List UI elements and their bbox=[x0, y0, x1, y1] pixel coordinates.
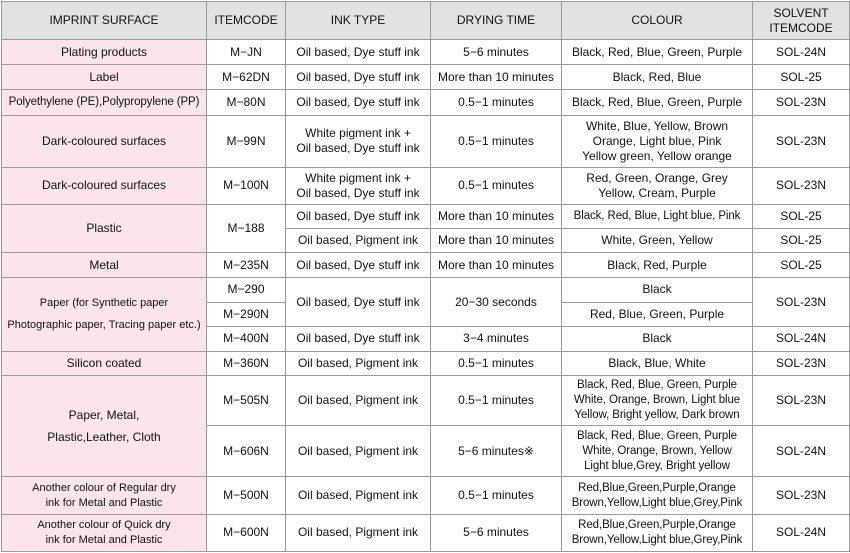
ink-type-cell: White pigment ink + Oil based, Dye stuff ink bbox=[286, 115, 431, 167]
item-code-cell: M−99N bbox=[207, 115, 286, 167]
colour-cell: Black, Red, Purple bbox=[562, 253, 753, 278]
drying-time-cell: 3−4 minutes bbox=[431, 326, 562, 351]
table-header-row bbox=[2, 2, 850, 40]
table-row bbox=[2, 115, 850, 167]
colour-cell: Black bbox=[562, 326, 753, 351]
surface-cell: Label bbox=[2, 65, 207, 90]
header-colour: COLOUR bbox=[562, 2, 753, 40]
header-imprint-surface: IMPRINT SURFACE bbox=[2, 2, 207, 40]
table-row bbox=[2, 205, 850, 229]
item-code-cell: M−188 bbox=[207, 205, 286, 253]
item-code-cell: M−606N bbox=[207, 426, 286, 477]
table-row bbox=[2, 351, 850, 375]
item-code-cell: M−400N bbox=[207, 326, 286, 351]
ink-type-cell: Oil based, Dye stuff ink bbox=[286, 40, 431, 65]
surface-cell: Silicon coated bbox=[2, 351, 207, 375]
surface-cell: Dark-coloured surfaces bbox=[2, 167, 207, 204]
solvent-code-cell: SOL-25 bbox=[753, 65, 850, 90]
ink-type-cell: Oil based, Pigment ink bbox=[286, 351, 431, 375]
drying-time-cell: 5−6 minutes※ bbox=[431, 426, 562, 477]
table-row bbox=[2, 477, 850, 514]
header-ink-type: INK TYPE bbox=[286, 2, 431, 40]
ink-type-cell: Oil based, Dye stuff ink bbox=[286, 278, 431, 326]
ink-type-cell: Oil based, Dye stuff ink bbox=[286, 90, 431, 115]
drying-time-cell: 0.5−1 minutes bbox=[431, 375, 562, 425]
drying-time-cell: More than 10 minutes bbox=[431, 229, 562, 253]
solvent-code-cell: SOL-25 bbox=[753, 253, 850, 278]
solvent-code-cell: SOL-24N bbox=[753, 514, 850, 551]
solvent-code-cell: SOL-23N bbox=[753, 90, 850, 115]
surface-cell: Plastic bbox=[2, 205, 207, 253]
item-code-cell: M−290 bbox=[207, 278, 286, 302]
solvent-code-cell: SOL-23N bbox=[753, 115, 850, 167]
drying-time-cell: More than 10 minutes bbox=[431, 205, 562, 229]
surface-cell: Another colour of Regular dry ink for Metal and Plastic bbox=[2, 477, 207, 514]
ink-type-cell: Oil based, Pigment ink bbox=[286, 514, 431, 551]
colour-cell: Red, Green, Orange, Grey Yellow, Cream, Purple bbox=[562, 167, 753, 204]
solvent-code-cell: SOL-25 bbox=[753, 205, 850, 229]
solvent-code-cell: SOL-23N bbox=[753, 477, 850, 514]
item-code-cell: M−505N bbox=[207, 375, 286, 425]
item-code-cell: M−360N bbox=[207, 351, 286, 375]
solvent-code-cell: SOL-24N bbox=[753, 426, 850, 477]
solvent-code-cell: SOL-24N bbox=[753, 326, 850, 351]
table-row bbox=[2, 40, 850, 65]
colour-cell: Black, Red, Blue, Green, Purple bbox=[562, 90, 753, 115]
ink-type-cell: Oil based, Dye stuff ink bbox=[286, 205, 431, 229]
ink-type-cell: Oil based, Pigment ink bbox=[286, 477, 431, 514]
ink-type-cell: Oil based, Dye stuff ink bbox=[286, 253, 431, 278]
surface-cell: Another colour of Quick dry ink for Metal and Plastic bbox=[2, 514, 207, 551]
header-item-code: ITEMCODE bbox=[207, 2, 286, 40]
ink-type-cell: White pigment ink + Oil based, Dye stuff ink bbox=[286, 167, 431, 204]
table-row bbox=[2, 65, 850, 90]
drying-time-cell: 20−30 seconds bbox=[431, 278, 562, 326]
colour-cell: Black, Red, Blue, Green, Purple White, Orange, Brown, Light blue Yellow, Bright yellow, Dark brown bbox=[562, 375, 753, 425]
drying-time-cell: More than 10 minutes bbox=[431, 65, 562, 90]
drying-time-cell: 0.5−1 minutes bbox=[431, 90, 562, 115]
ink-type-cell: Oil based, Dye stuff ink bbox=[286, 326, 431, 351]
drying-time-cell: 0.5−1 minutes bbox=[431, 351, 562, 375]
solvent-code-cell: SOL-25 bbox=[753, 229, 850, 253]
drying-time-cell: 5−6 minutes bbox=[431, 40, 562, 65]
colour-cell: Red,Blue,Green,Purple,Orange Brown,Yellow,Light blue,Grey,Pink bbox=[562, 514, 753, 551]
table-row bbox=[2, 514, 850, 551]
ink-type-cell: Oil based, Pigment ink bbox=[286, 229, 431, 253]
drying-time-cell: More than 10 minutes bbox=[431, 253, 562, 278]
colour-cell: Black, Red, Blue, Light blue, Pink bbox=[562, 205, 753, 229]
item-code-cell: M−JN bbox=[207, 40, 286, 65]
colour-cell: White, Green, Yellow bbox=[562, 229, 753, 253]
colour-cell: Black, Red, Blue, Green, Purple bbox=[562, 40, 753, 65]
surface-cell: Polyethylene (PE),Polypropylene (PP) bbox=[2, 90, 207, 115]
surface-cell: Paper (for Synthetic paper Photographic paper, Tracing paper etc.) bbox=[2, 278, 207, 351]
solvent-code-cell: SOL-23N bbox=[753, 351, 850, 375]
colour-cell: White, Blue, Yellow, Brown Orange, Light blue, Pink Yellow green, Yellow orange bbox=[562, 115, 753, 167]
table-row bbox=[2, 90, 850, 115]
solvent-code-cell: SOL-23N bbox=[753, 278, 850, 326]
item-code-cell: M−600N bbox=[207, 514, 286, 551]
colour-cell: Black bbox=[562, 278, 753, 302]
table-row bbox=[2, 278, 850, 302]
item-code-cell: M−100N bbox=[207, 167, 286, 204]
item-code-cell: M−235N bbox=[207, 253, 286, 278]
colour-cell: Black, Red, Blue, Green, Purple White, Orange, Brown, Yellow Light blue,Grey, Bright yellow bbox=[562, 426, 753, 477]
colour-cell: Black, Blue, White bbox=[562, 351, 753, 375]
item-code-cell: M−62DN bbox=[207, 65, 286, 90]
item-code-cell: M−80N bbox=[207, 90, 286, 115]
header-drying-time: DRYING TIME bbox=[431, 2, 562, 40]
item-code-cell: M−290N bbox=[207, 302, 286, 326]
solvent-code-cell: SOL-23N bbox=[753, 375, 850, 425]
table-row bbox=[2, 375, 850, 425]
surface-cell: Paper, Metal, Plastic,Leather, Cloth bbox=[2, 375, 207, 477]
surface-cell: Plating products bbox=[2, 40, 207, 65]
item-code-cell: M−500N bbox=[207, 477, 286, 514]
drying-time-cell: 0.5−1 minutes bbox=[431, 477, 562, 514]
ink-spec-table bbox=[1, 1, 850, 552]
table-row bbox=[2, 253, 850, 278]
surface-cell: Dark-coloured surfaces bbox=[2, 115, 207, 167]
colour-cell: Red,Blue,Green,Purple,Orange Brown,Yellow,Light blue,Grey,Pink bbox=[562, 477, 753, 514]
drying-time-cell: 0.5−1 minutes bbox=[431, 115, 562, 167]
surface-cell: Metal bbox=[2, 253, 207, 278]
colour-cell: Red, Blue, Green, Purple bbox=[562, 302, 753, 326]
solvent-code-cell: SOL-24N bbox=[753, 40, 850, 65]
ink-type-cell: Oil based, Dye stuff ink bbox=[286, 65, 431, 90]
drying-time-cell: 0.5−1 minutes bbox=[431, 167, 562, 204]
table-row bbox=[2, 167, 850, 204]
solvent-code-cell: SOL-23N bbox=[753, 167, 850, 204]
drying-time-cell: 5−6 minutes bbox=[431, 514, 562, 551]
colour-cell: Black, Red, Blue bbox=[562, 65, 753, 90]
ink-type-cell: Oil based, Pigment ink bbox=[286, 375, 431, 425]
header-solvent-item-code: SOLVENT ITEMCODE bbox=[753, 2, 850, 40]
ink-type-cell: Oil based, Pigment ink bbox=[286, 426, 431, 477]
